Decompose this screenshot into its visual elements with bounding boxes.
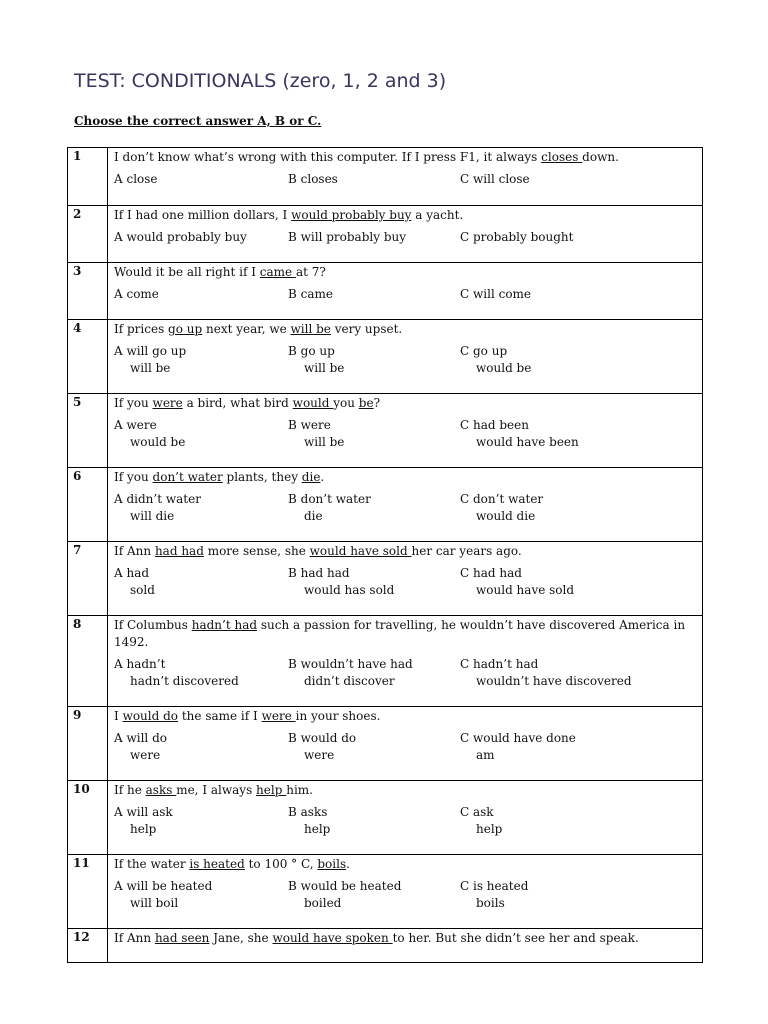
question-text-part: If I had one million dollars, I: [114, 208, 292, 222]
underlined-phrase: don’t water: [152, 470, 223, 484]
answer-option-c[interactable]: [460, 417, 696, 450]
option-line-1: B don’t water: [288, 492, 371, 506]
question-number: 4: [68, 320, 108, 394]
underlined-phrase: would have spoken: [272, 931, 393, 945]
option-line-1: A come: [114, 287, 159, 301]
question-text-part: If the water: [114, 857, 190, 871]
question-row: [68, 707, 703, 781]
question-text-part: Would it be all right if I: [114, 265, 260, 279]
option-line-1: B would be heated: [288, 879, 402, 893]
underlined-phrase: boils: [317, 857, 347, 871]
question-text-part: a bird, what bird: [182, 396, 293, 410]
answer-options: [108, 338, 702, 383]
question-text-part: her car years ago.: [411, 544, 522, 558]
answer-option-b[interactable]: [288, 417, 460, 450]
question-cell: [108, 542, 703, 616]
question-number: 10: [68, 781, 108, 855]
option-line-1: B were: [288, 418, 331, 432]
question-row: [68, 781, 703, 855]
answer-option-b[interactable]: [288, 491, 460, 524]
question-number: 12: [68, 929, 108, 963]
question-text-part: to 100 ° C,: [244, 857, 318, 871]
option-line-1: B had had: [288, 566, 350, 580]
question-cell: [108, 148, 703, 206]
answer-option-a[interactable]: [114, 229, 288, 246]
option-line-2: will die: [130, 508, 175, 523]
answer-option-b[interactable]: [288, 878, 460, 911]
answer-options: [108, 166, 702, 195]
underlined-phrase: will be: [290, 322, 331, 336]
answer-option-c[interactable]: [460, 491, 696, 524]
question-text-part: If he: [114, 783, 146, 797]
question-cell: [108, 206, 703, 263]
answer-options: [108, 281, 702, 310]
option-line-2: would be: [476, 360, 532, 375]
option-line-1: A hadn’t: [114, 657, 166, 671]
underlined-phrase: would: [292, 396, 334, 410]
answer-option-a[interactable]: [114, 656, 288, 689]
answer-option-a[interactable]: [114, 878, 288, 911]
question-row: [68, 206, 703, 263]
option-line-1: C had had: [460, 566, 522, 580]
option-line-2: help: [476, 821, 503, 836]
question-number: 1: [68, 148, 108, 206]
answer-options: [108, 873, 702, 918]
page-title: TEST: CONDITIONALS (zero, 1, 2 and 3): [74, 70, 447, 92]
question-text: [108, 781, 702, 799]
question-text-part: him.: [286, 783, 313, 797]
option-line-1: C is heated: [460, 879, 529, 893]
question-cell: [108, 707, 703, 781]
answer-options: [108, 560, 702, 605]
question-text-part: If you: [114, 396, 153, 410]
option-line-2: didn’t discover: [304, 673, 395, 688]
question-text-part: If Ann: [114, 931, 155, 945]
option-line-1: C ask: [460, 805, 494, 819]
question-text-part: ?: [373, 396, 381, 410]
option-line-2: will be: [304, 360, 345, 375]
option-line-2: wouldn’t have discovered: [476, 673, 632, 688]
question-cell: [108, 320, 703, 394]
option-line-1: B go up: [288, 344, 335, 358]
option-line-2: will be: [304, 434, 345, 449]
option-line-2: die: [304, 508, 323, 523]
underlined-phrase: would have sold: [309, 544, 412, 558]
question-text-part: .: [320, 470, 325, 484]
question-number: 3: [68, 263, 108, 320]
option-line-2: help: [130, 821, 157, 836]
question-text-part: more sense, she: [203, 544, 310, 558]
question-cell: [108, 394, 703, 468]
answer-option-a[interactable]: [114, 286, 288, 303]
option-line-2: would has sold: [304, 582, 395, 597]
question-text-part: If Columbus: [114, 618, 192, 632]
option-line-2: would have been: [476, 434, 579, 449]
question-text-part: next year, we: [202, 322, 291, 336]
question-text-part: plants, they: [222, 470, 302, 484]
option-line-2: would be: [130, 434, 186, 449]
answer-option-b[interactable]: [288, 286, 460, 303]
answer-option-c[interactable]: [460, 656, 696, 689]
question-text: [108, 929, 702, 947]
question-row: [68, 929, 703, 963]
option-line-2: sold: [130, 582, 155, 597]
answer-option-a[interactable]: [114, 171, 288, 188]
underlined-phrase: is heated: [189, 857, 245, 871]
question-cell: [108, 855, 703, 929]
answer-options: [108, 412, 702, 457]
question-text-part: If Ann: [114, 544, 155, 558]
underlined-phrase: closes: [541, 150, 583, 164]
option-line-2: were: [130, 747, 161, 762]
question-cell: [108, 263, 703, 320]
option-line-1: A will be heated: [114, 879, 213, 893]
question-cell: [108, 929, 703, 963]
question-text: [108, 707, 702, 725]
question-text-part: the same if I: [178, 709, 262, 723]
option-line-1: A will do: [114, 731, 167, 745]
question-row: [68, 468, 703, 542]
option-line-1: C don’t water: [460, 492, 544, 506]
question-number: 6: [68, 468, 108, 542]
question-row: [68, 148, 703, 206]
question-text-part: to her. But she didn’t see her and speak.: [392, 931, 639, 945]
answer-option-b[interactable]: [288, 565, 460, 598]
option-line-1: B wouldn’t have had: [288, 657, 413, 671]
question-text-part: you: [333, 396, 359, 410]
questions-table: [67, 147, 703, 963]
question-text-part: a yacht.: [411, 208, 464, 222]
underlined-phrase: came: [259, 265, 296, 279]
underlined-phrase: be: [358, 396, 374, 410]
option-line-1: A were: [114, 418, 157, 432]
question-cell: [108, 781, 703, 855]
question-number: 5: [68, 394, 108, 468]
option-line-1: A would probably buy: [114, 230, 247, 244]
answer-options: [108, 725, 702, 770]
option-line-2: would die: [476, 508, 536, 523]
question-row: [68, 320, 703, 394]
question-text-part: such a passion for travelling, he wouldn’t have discovered America in 1492.: [114, 618, 686, 649]
option-line-1: B would do: [288, 731, 357, 745]
question-number: 11: [68, 855, 108, 929]
answer-option-c[interactable]: [460, 343, 696, 376]
option-line-2: would have sold: [476, 582, 575, 597]
answer-option-c[interactable]: [460, 804, 696, 837]
underlined-phrase: had seen: [154, 931, 210, 945]
question-text-part: at 7?: [295, 265, 326, 279]
question-text: [108, 263, 702, 281]
option-line-1: C hadn’t had: [460, 657, 539, 671]
option-line-1: B asks: [288, 805, 328, 819]
answer-option-a[interactable]: [114, 417, 288, 450]
option-line-2: boils: [476, 895, 505, 910]
underlined-phrase: help: [256, 783, 287, 797]
question-text-part: If prices: [114, 322, 169, 336]
question-row: [68, 616, 703, 707]
answer-option-a[interactable]: [114, 565, 288, 598]
question-text: [108, 616, 702, 651]
instruction: Choose the correct answer A, B or C.: [74, 114, 322, 128]
question-text: [108, 542, 702, 560]
question-cell: [108, 468, 703, 542]
answer-option-b[interactable]: [288, 730, 460, 763]
option-line-1: C had been: [460, 418, 529, 432]
answer-option-c[interactable]: [460, 229, 696, 246]
answer-options: [108, 224, 702, 253]
question-text: [108, 206, 702, 224]
option-line-2: hadn’t discovered: [130, 673, 239, 688]
answer-option-c[interactable]: [460, 286, 696, 303]
question-text-part: I don’t know what’s wrong with this computer. If I press F1, it always: [114, 150, 542, 164]
question-text-part: Jane, she: [209, 931, 273, 945]
question-number: 8: [68, 616, 108, 707]
option-line-2: help: [304, 821, 331, 836]
option-line-2: am: [476, 747, 495, 762]
question-text-part: very upset.: [330, 322, 403, 336]
underlined-phrase: had had: [154, 544, 204, 558]
answer-option-b[interactable]: [288, 343, 460, 376]
option-line-1: A will ask: [114, 805, 173, 819]
question-text: [108, 394, 702, 412]
question-text: [108, 148, 702, 166]
answer-option-b[interactable]: [288, 656, 460, 689]
question-text-part: .: [346, 857, 350, 871]
answer-option-c[interactable]: [460, 565, 696, 598]
answer-options: [108, 799, 702, 844]
answer-option-c[interactable]: [460, 878, 696, 911]
option-line-2: will be: [130, 360, 171, 375]
option-line-1: C probably bought: [460, 230, 574, 244]
answer-option-a[interactable]: [114, 491, 288, 524]
underlined-phrase: hadn’t had: [191, 618, 258, 632]
option-line-1: A close: [114, 172, 158, 186]
option-line-1: B closes: [288, 172, 338, 186]
answer-option-a[interactable]: [114, 730, 288, 763]
question-text-part: If you: [114, 470, 153, 484]
answer-option-b[interactable]: [288, 171, 460, 188]
question-text-part: I: [114, 709, 123, 723]
option-line-1: B will probably buy: [288, 230, 407, 244]
underlined-phrase: go up: [168, 322, 203, 336]
option-line-2: were: [304, 747, 335, 762]
question-text: [108, 320, 702, 338]
underlined-phrase: were: [261, 709, 296, 723]
underlined-phrase: asks: [145, 783, 177, 797]
option-line-1: C go up: [460, 344, 508, 358]
answer-options: [108, 651, 702, 696]
answer-options: [108, 486, 702, 531]
underlined-phrase: were: [152, 396, 183, 410]
question-row: [68, 394, 703, 468]
question-cell: [108, 616, 703, 707]
answer-option-c[interactable]: [460, 730, 696, 763]
option-line-1: A will go up: [114, 344, 187, 358]
question-row: [68, 542, 703, 616]
option-line-2: will boil: [130, 895, 179, 910]
question-text: [108, 855, 702, 873]
option-line-2: boiled: [304, 895, 342, 910]
option-line-1: B came: [288, 287, 333, 301]
option-line-1: C will come: [460, 287, 532, 301]
answer-option-c[interactable]: [460, 171, 696, 188]
answer-option-a[interactable]: [114, 804, 288, 837]
underlined-phrase: would probably buy: [291, 208, 412, 222]
question-row: [68, 263, 703, 320]
question-text: [108, 468, 702, 486]
answer-option-b[interactable]: [288, 229, 460, 246]
question-number: 9: [68, 707, 108, 781]
answer-option-b[interactable]: [288, 804, 460, 837]
option-line-1: C will close: [460, 172, 530, 186]
question-number: 2: [68, 206, 108, 263]
question-text-part: me, I always: [176, 783, 257, 797]
question-text-part: down.: [582, 150, 619, 164]
question-row: [68, 855, 703, 929]
answer-option-a[interactable]: [114, 343, 288, 376]
question-number: 7: [68, 542, 108, 616]
option-line-1: A didn’t water: [114, 492, 201, 506]
underlined-phrase: would do: [122, 709, 179, 723]
underlined-phrase: die: [301, 470, 321, 484]
option-line-1: A had: [114, 566, 150, 580]
question-text-part: in your shoes.: [295, 709, 381, 723]
option-line-1: C would have done: [460, 731, 576, 745]
